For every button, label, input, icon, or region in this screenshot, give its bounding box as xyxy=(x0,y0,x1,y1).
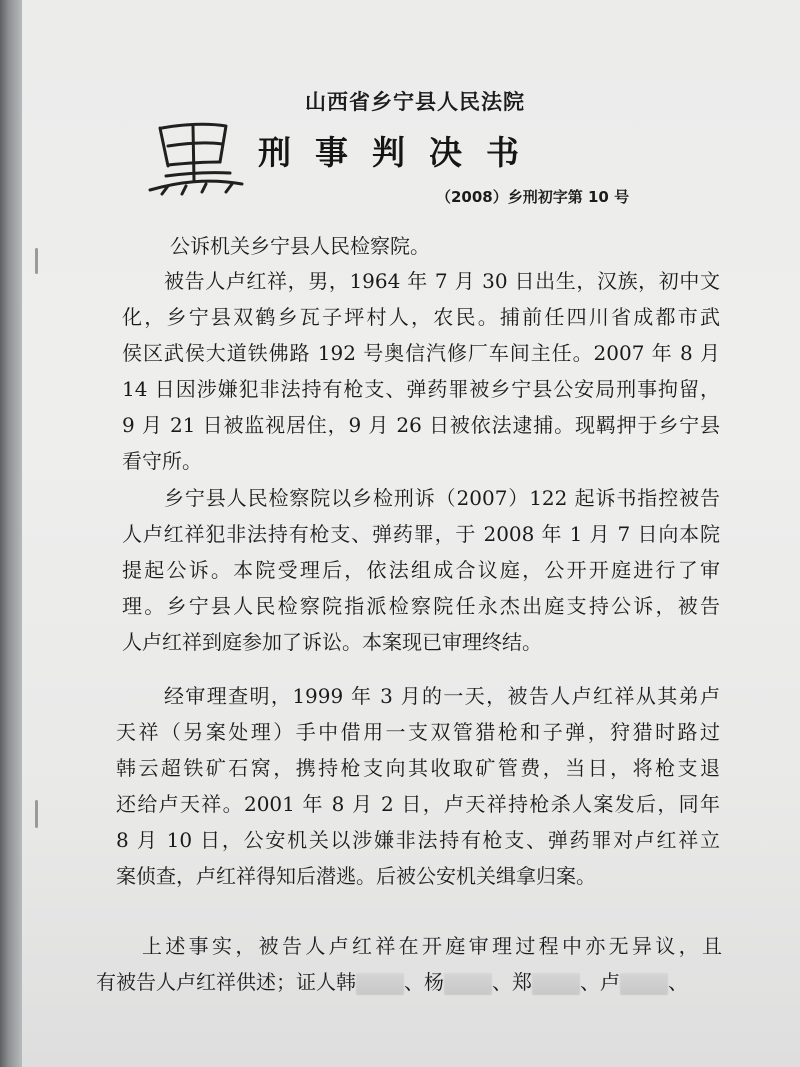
paragraph-evidence xyxy=(96,928,722,1000)
text-segment: 、 xyxy=(668,970,688,994)
text-line: 上述事实，被告人卢红祥在开庭审理过程中亦无异议，且 xyxy=(142,934,722,958)
paragraph-indictment xyxy=(122,480,720,660)
text-line-with-redactions xyxy=(96,964,722,1000)
text-line: 人卢红祥到庭参加了诉讼。本案现已审理终结。 xyxy=(122,630,542,654)
text-line: 理。乡宁县人民检察院指派检察院任永杰出庭支持公诉，被告 xyxy=(122,594,720,618)
text-line: 还给卢天祥。2001 年 8 月 2 日，卢天祥持枪杀人案发后，同年 xyxy=(116,792,720,816)
binder-edge xyxy=(0,0,22,1067)
text-line: 天祥（另案处理）手中借用一支双管猎枪和子弹，狩猎时路过 xyxy=(116,720,720,744)
court-name: 山西省乡宁县人民法院 xyxy=(305,90,525,114)
punch-mark xyxy=(35,800,38,828)
text-line: 公诉机关乡宁县人民检察院。 xyxy=(170,234,430,258)
document-title: 刑事判决书 xyxy=(258,133,543,172)
paragraph-defendant xyxy=(122,263,720,479)
handwritten-mark-hei xyxy=(138,118,250,200)
text-line: 提起公诉。本院受理后，依法组成合议庭，公开开庭进行了审 xyxy=(122,558,720,582)
redacted-name xyxy=(532,973,580,995)
redacted-name xyxy=(356,973,404,995)
text-line: 案侦查，卢红祥得知后潜逃。后被公安机关缉拿归案。 xyxy=(116,864,596,888)
text-line: 被告人卢红祥，男，1964 年 7 月 30 日出生，汉族，初中文 xyxy=(164,269,720,293)
paragraph-findings xyxy=(116,678,720,894)
text-line: 14 日因涉嫌犯非法持有枪支、弹药罪被乡宁县公安局刑事拘留， xyxy=(122,377,720,401)
text-segment: 、郑 xyxy=(492,970,532,994)
text-segment: 、卢 xyxy=(580,970,620,994)
redacted-name xyxy=(620,973,668,995)
text-line: 化，乡宁县双鹤乡瓦子坪村人，农民。捕前任四川省成都市武 xyxy=(122,305,720,329)
paragraph-prosecutor xyxy=(170,228,430,264)
text-line: 侯区武侯大道铁佛路 192 号奥信汽修厂车间主任。2007 年 8 月 xyxy=(122,341,720,365)
text-line: 乡宁县人民检察院以乡检刑诉（2007）122 起诉书指控被告 xyxy=(164,486,720,510)
text-line: 9 月 21 日被监视居住，9 月 26 日被依法逮捕。现羁押于乡宁县 xyxy=(122,413,720,437)
redacted-name xyxy=(444,973,492,995)
punch-mark xyxy=(35,248,38,274)
text-line: 8 月 10 日，公安机关以涉嫌非法持有枪支、弹药罪对卢红祥立 xyxy=(116,828,720,852)
text-line: 看守所。 xyxy=(122,449,202,473)
case-number: （2008）乡刑初字第 10 号 xyxy=(436,188,630,206)
text-line: 韩云超铁矿石窝，携持枪支向其收取矿管费，当日，将枪支退 xyxy=(116,756,720,780)
text-segment: 、杨 xyxy=(404,970,444,994)
text-line: 人卢红祥犯非法持有枪支、弹药罪，于 2008 年 1 月 7 日向本院 xyxy=(122,522,720,546)
text-line: 经审理查明，1999 年 3 月的一天，被告人卢红祥从其弟卢 xyxy=(164,684,720,708)
text-segment: 有被告人卢红祥供述；证人韩 xyxy=(96,970,356,994)
